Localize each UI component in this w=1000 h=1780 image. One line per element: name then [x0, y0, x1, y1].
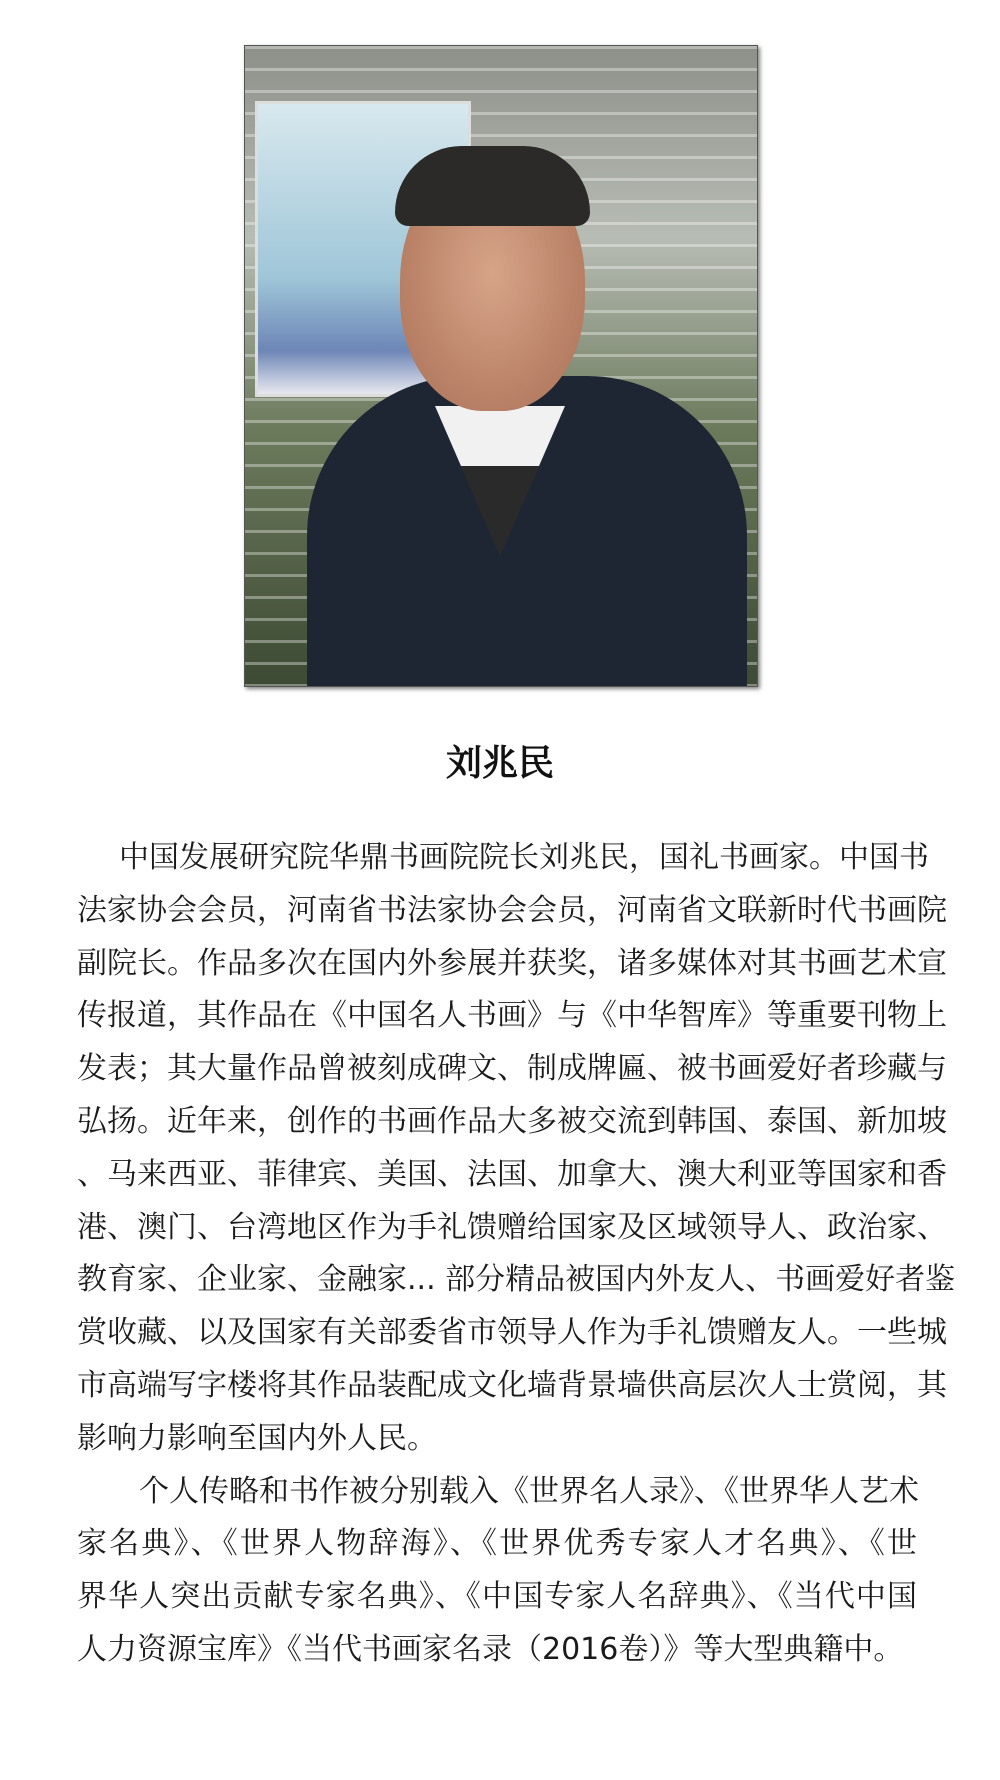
bio-line: 市高端写字楼将其作品装配成文化墙背景墙供高层次人士赏阅，其: [77, 1367, 947, 1403]
bio-line: 家名典》、《世界人物辞海》、《世界优秀专家人才名典》、《世: [77, 1526, 917, 1562]
bio-paragraph-2: [77, 1466, 917, 1677]
bio-line: 发表；其大量作品曾被刻成碑文、制成牌匾、被书画爱好者珍藏与: [77, 1051, 947, 1087]
bio-paragraph-1: [77, 832, 956, 1466]
bio-line: 个人传略和书作被分别载入《世界名人录》、《世界华人艺术: [139, 1473, 919, 1509]
bio-line: 教育家、企业家、金融家... 部分精品被国内外友人、书画爱好者鉴: [77, 1262, 956, 1298]
person-name-heading: 刘兆民: [445, 743, 554, 784]
hair: [395, 146, 590, 226]
bio-line: 法家协会会员，河南省书法家协会会员，河南省文联新时代书画院: [77, 892, 947, 928]
bio-line: 港、澳门、台湾地区作为手礼馈赠给国家及区域领导人、政治家、: [77, 1209, 947, 1245]
bio-line: 弘扬。近年来，创作的书画作品大多被交流到韩国、泰国、新加坡: [77, 1103, 947, 1139]
bio-line: 、马来西亚、菲律宾、美国、法国、加拿大、澳大利亚等国家和香: [77, 1156, 947, 1192]
bio-line: 赏收藏、以及国家有关部委省市领导人作为手礼馈赠友人。一些城: [77, 1315, 947, 1351]
bio-line: 传报道，其作品在《中国名人书画》与《中华智库》等重要刊物上: [77, 998, 947, 1034]
biography: [77, 832, 956, 1677]
bio-line: 中国发展研究院华鼎书画院院长刘兆民，国礼书画家。中国书: [119, 840, 929, 875]
bio-line: 副院长。作品多次在国内外参展并获奖，诸多媒体对其书画艺术宣: [77, 945, 947, 981]
portrait-photo: [244, 45, 758, 687]
bio-line: 界华人突出贡献专家名典》、《中国专家人名辞典》、《当代中国: [77, 1579, 917, 1615]
bio-line: 人力资源宝库》《当代书画家名录（2016卷）》等大型典籍中。: [77, 1631, 904, 1667]
bio-line: 影响力影响至国内外人民。: [77, 1420, 437, 1456]
